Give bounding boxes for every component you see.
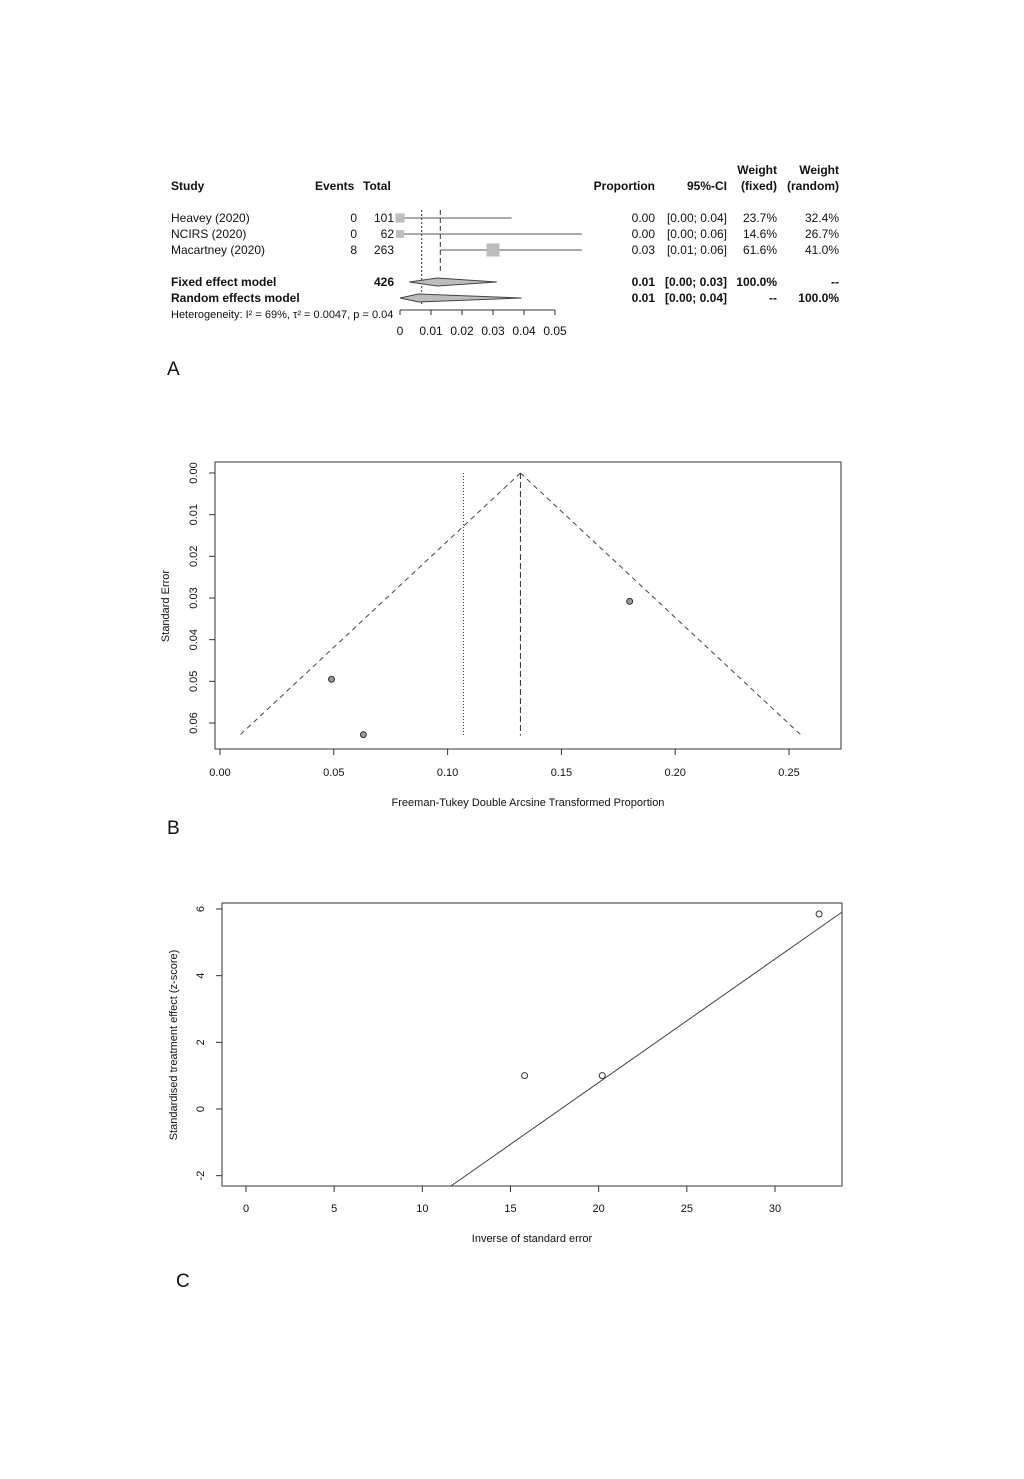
- funnel-x-tick-label: 0.20: [664, 767, 686, 779]
- funnel-y-tick-label: 0.03: [188, 587, 200, 609]
- funnel-x-tick-label: 0.05: [323, 767, 345, 779]
- model-diamond: [409, 278, 497, 286]
- radial-y-tick-label: -2: [195, 1170, 207, 1181]
- funnel-study-point: [329, 676, 335, 682]
- radial-study-point: [522, 1073, 528, 1079]
- model-ci: [0.00; 0.04]: [664, 291, 727, 305]
- funnel-y-tick-label: 0.04: [188, 628, 200, 651]
- header-ci: 95%-CI: [686, 179, 727, 193]
- panel-label-c: C: [176, 1271, 190, 1292]
- radial-x-tick-label: 30: [768, 1203, 782, 1215]
- study-weight-fixed: 23.7%: [742, 211, 777, 225]
- study-events: 0: [350, 211, 357, 225]
- header-random: (random): [787, 179, 839, 193]
- radial-y-axis-label: Standardised treatment effect (z-score): [168, 949, 180, 1141]
- model-weight-random: --: [831, 275, 839, 289]
- model-weight-random: 100.0%: [798, 291, 839, 305]
- funnel-plot: [160, 462, 841, 809]
- funnel-x-tick-label: 0.10: [436, 767, 459, 779]
- radial-study-point: [599, 1073, 605, 1079]
- forest-plot: [395, 210, 582, 338]
- model-diamond: [400, 294, 522, 302]
- radial-y-tick-label: 6: [195, 905, 207, 913]
- forest-x-tick-label: 0.04: [512, 324, 536, 338]
- study-weight-square: [487, 244, 500, 257]
- header-weight-random: Weight: [799, 163, 839, 177]
- header-weight-fixed: Weight: [737, 163, 777, 177]
- funnel-left-limit: [239, 473, 520, 736]
- study-weight-square: [396, 230, 404, 238]
- funnel-right-limit: [520, 473, 801, 736]
- model-weight-fixed: 100.0%: [736, 275, 777, 289]
- header-fixed: (fixed): [741, 179, 777, 193]
- study-total: 263: [373, 243, 394, 257]
- forest-x-tick-label: 0.02: [450, 324, 474, 338]
- radial-y-tick-label: 2: [195, 1039, 207, 1046]
- study-proportion: 0.00: [631, 211, 655, 225]
- study-ci: [0.00; 0.04]: [666, 211, 727, 225]
- radial-y-tick-label: 0: [195, 1105, 207, 1113]
- header-total: Total: [363, 179, 391, 193]
- funnel-x-tick-label: 0.25: [778, 767, 800, 779]
- study-ci: [0.00; 0.06]: [666, 227, 727, 241]
- study-weight-random: 41.0%: [804, 243, 839, 257]
- model-ci: [0.00; 0.03]: [664, 275, 727, 289]
- radial-x-tick-label: 15: [504, 1203, 517, 1215]
- model-weight-fixed: --: [769, 291, 777, 305]
- study-events: 8: [350, 243, 357, 257]
- forest-x-tick-label: 0.01: [419, 324, 443, 338]
- radial-x-tick-label: 10: [416, 1203, 429, 1215]
- funnel-x-axis-label: Freeman-Tukey Double Arcsine Transformed Proportion: [391, 797, 665, 809]
- funnel-x-tick-label: 0.15: [550, 767, 573, 779]
- radial-x-tick-label: 25: [680, 1203, 693, 1215]
- model-total: 426: [373, 275, 394, 289]
- funnel-study-point: [360, 732, 366, 738]
- funnel-y-tick-label: 0.06: [188, 712, 200, 734]
- model-proportion: 0.01: [631, 275, 655, 289]
- panel-label-b: B: [167, 818, 180, 839]
- study-weight-square: [395, 213, 404, 222]
- model-proportion: 0.01: [631, 291, 655, 305]
- funnel-y-axis-label: Standard Error: [160, 569, 172, 643]
- funnel-x-tick-label: 0.00: [209, 767, 231, 779]
- radial-plot: [168, 903, 842, 1245]
- study-proportion: 0.03: [631, 243, 655, 257]
- model-name: Random effects model: [171, 291, 300, 305]
- radial-x-tick-label: 0: [242, 1203, 250, 1215]
- radial-y-tick-label: 4: [195, 972, 207, 979]
- study-ci: [0.01; 0.06]: [666, 243, 727, 257]
- heterogeneity-text: Heterogeneity: I² = 69%, τ² = 0.0047, p = 0.04: [171, 309, 394, 321]
- study-proportion: 0.00: [631, 227, 655, 241]
- funnel-y-tick-label: 0.01: [188, 503, 200, 526]
- radial-x-axis-label: Inverse of standard error: [471, 1233, 593, 1245]
- study-weight-fixed: 14.6%: [742, 227, 777, 241]
- funnel-y-tick-label: 0.00: [188, 462, 200, 484]
- study-name: Heavey (2020): [171, 211, 250, 225]
- radial-x-tick-label: 5: [331, 1203, 338, 1215]
- study-name: Macartney (2020): [171, 243, 266, 257]
- radial-x-tick-label: 20: [592, 1203, 605, 1215]
- model-name: Fixed effect model: [171, 275, 277, 289]
- study-total: 62: [380, 227, 394, 241]
- funnel-study-point: [627, 598, 633, 604]
- header-events: Events: [315, 179, 355, 193]
- funnel-y-tick-label: 0.05: [188, 670, 200, 693]
- study-name: NCIRS (2020): [171, 227, 247, 241]
- radial-plot-frame: [222, 903, 842, 1186]
- forest-header: [171, 163, 839, 193]
- study-events: 0: [350, 227, 357, 241]
- funnel-plot-frame: [215, 462, 841, 749]
- study-total: 101: [373, 211, 394, 225]
- header-study: Study: [171, 179, 205, 193]
- panel-label-a: A: [167, 359, 180, 380]
- radial-study-point: [816, 911, 822, 917]
- funnel-y-tick-label: 0.02: [188, 545, 200, 568]
- forest-x-tick-label: 0.03: [481, 324, 505, 338]
- study-weight-random: 26.7%: [804, 227, 839, 241]
- study-weight-random: 32.4%: [804, 211, 839, 225]
- radial-regression-line: [451, 912, 842, 1186]
- header-proportion: Proportion: [593, 179, 655, 193]
- forest-x-tick-label: 0: [396, 324, 404, 338]
- forest-x-tick-label: 0.05: [543, 324, 567, 338]
- study-weight-fixed: 61.6%: [742, 243, 777, 257]
